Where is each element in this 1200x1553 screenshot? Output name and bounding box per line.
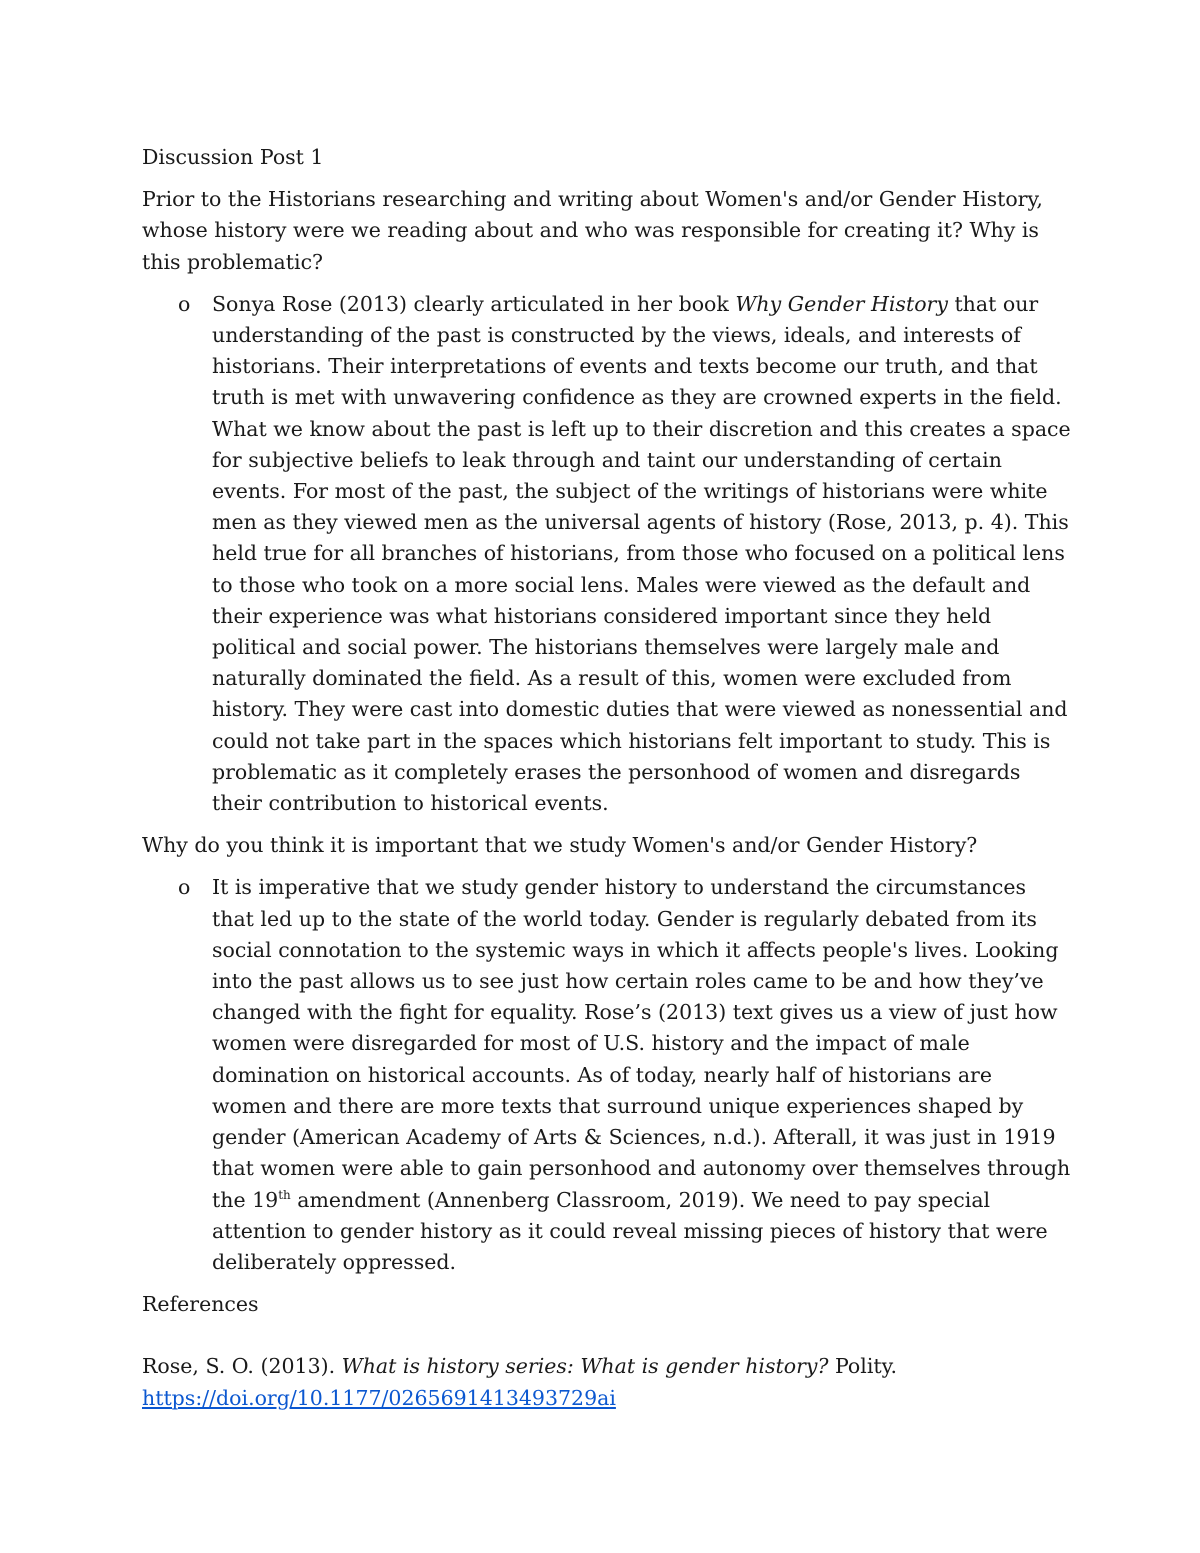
- bullet-marker: o: [178, 291, 191, 316]
- answer-2-body: It is imperative that we study gender history to understand the circumstances that led up to the state of the world today. Gender is regularly debated from its social connotation to the systemic ways in which it affects people's lives. Looking into the past allows us to see just how certain roles came to be and how they’ve changed with the fight for equality. Rose’s (2013) text gives us a view of just how women were disregarded for most of U.S. history and the impact of male domination on historical accounts. As of today, nearly half of historians are women and there are more texts that surround unique experiences shaped by gender (American Academy of Arts & Sciences, n.d.). Afterall, it was just in 1919 that women were able to gain personhood and autonomy over themselves through the 19: [212, 875, 1071, 1212]
- book-title: Why Gender History: [735, 291, 948, 316]
- answer-2-ending: amendment (Annenberg Classroom, 2019). We need to pay special attention to gender history as it could reveal missing pieces of history that were deliberately oppressed.: [212, 1187, 1048, 1274]
- document-page: [142, 142, 1072, 1414]
- answer-2-text: [212, 872, 1072, 1278]
- reference-title: What is history series: What is gender history?: [341, 1354, 829, 1379]
- question-1: Prior to the Historians researching and writing about Women's and/or Gender History, whose history were we reading about and who was responsible for creating it? Why is this problematic?: [142, 187, 1043, 274]
- bullet-marker: o: [178, 875, 191, 900]
- reference-publisher: Polity.: [828, 1354, 897, 1379]
- question-2: Why do you think it is important that we study Women's and/or Gender History?: [142, 833, 978, 858]
- reference-authors-year: Rose, S. O. (2013).: [142, 1354, 342, 1379]
- answer-1: [142, 289, 1072, 819]
- reference-entry: [142, 1351, 1072, 1413]
- reference-doi-link[interactable]: https://doi.org/10.1177/0265691413493729ai: [142, 1385, 616, 1410]
- answer-1-text: [212, 289, 1072, 819]
- answer-1-body: that our understanding of the past is constructed by the views, ideals, and interests of historians. Their interpretations of events and texts become our truth, and that truth is met with unwavering confidence as they are crowned experts in the field. What we know about the past is left up to their discretion and this creates a space for subjective beliefs to leak through and taint our understanding of certain events. For most of the past, the subject of the writings of historians were white men as they viewed men as the universal agents of history (Rose, 2013, p. 4). This held true for all branches of historians, from those who focused on a political lens to those who took on a more social lens. Males were viewed as the default and their experience was what historians considered important since they held political and social power. The historians themselves were largely male and naturally dominated the field. As a result of this, women were excluded from history. They were cast into domestic duties that were viewed as nonessential and could not take part in the spaces which historians felt important to study. This is problematic as it completely erases the personhood of women and disregards their contribution to historical events.: [212, 291, 1071, 816]
- references-heading: References: [142, 1292, 259, 1317]
- ordinal-superscript: th: [278, 1187, 291, 1202]
- answer-2: [142, 872, 1072, 1278]
- answer-1-intro: Sonya Rose (2013) clearly articulated in her book: [212, 291, 736, 316]
- document-title: Discussion Post 1: [142, 145, 324, 169]
